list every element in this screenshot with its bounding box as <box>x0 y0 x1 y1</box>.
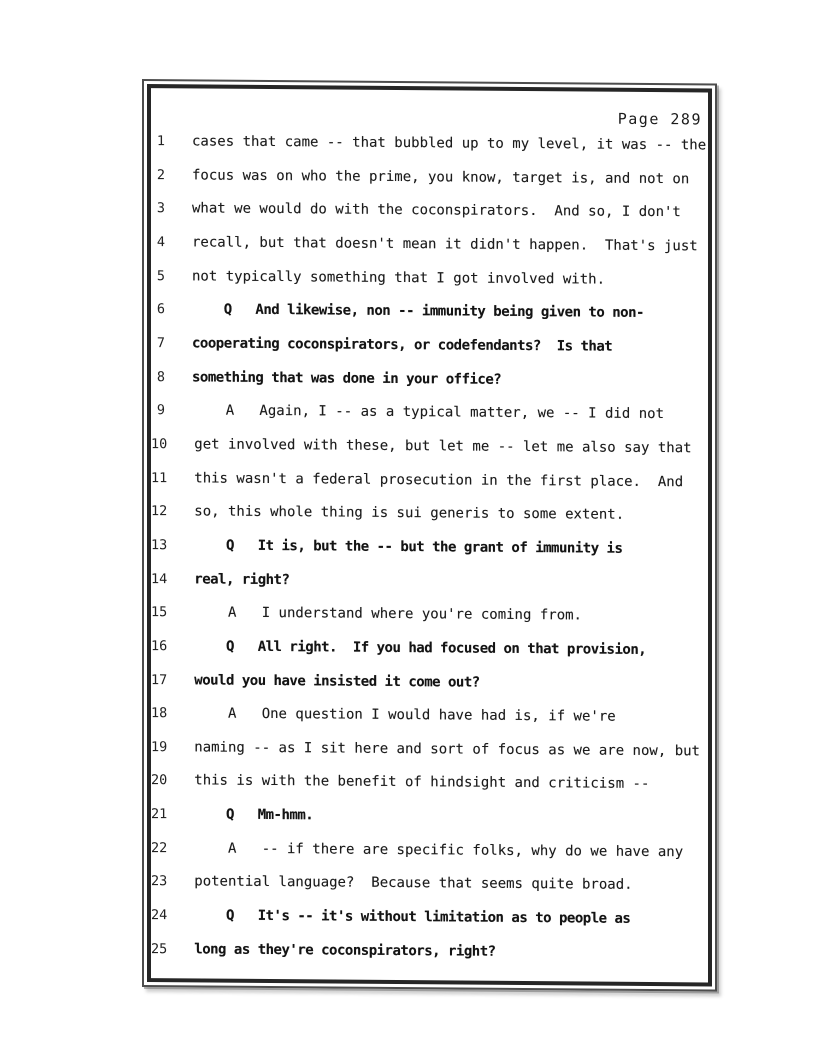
line-text-answer: recall, but that doesn't mean it didn't happen. That's just <box>192 234 698 255</box>
transcript-lines <box>151 131 708 977</box>
line-text-question: Q It's -- it's without limitation as to people as <box>194 907 631 927</box>
transcript-line <box>151 131 708 169</box>
line-number: 22 <box>151 839 168 856</box>
line-text-answer: this wasn't a federal prosecution in the first place. And <box>194 469 684 490</box>
line-number: 12 <box>151 503 168 520</box>
transcript-line <box>151 198 708 236</box>
line-text-answer: this is with the benefit of hindsight and criticism -- <box>194 772 650 793</box>
transcript-line <box>151 400 708 438</box>
transcript-line <box>151 434 708 472</box>
transcript-line <box>151 636 708 674</box>
transcript-line <box>151 535 708 573</box>
line-text-question: would you have insisted it come out? <box>194 671 480 691</box>
line-number: 10 <box>151 435 168 453</box>
transcript-line <box>151 468 708 506</box>
line-text-question: long as they're coconspirators, right? <box>194 941 496 960</box>
transcript-line <box>151 838 708 876</box>
transcript-line <box>151 569 708 607</box>
page-number-label: Page 289 <box>617 109 702 129</box>
line-number: 23 <box>151 873 168 890</box>
line-number: 18 <box>151 705 168 722</box>
line-text-answer: potential language? Because that seems quite broad. <box>194 873 633 894</box>
line-number: 3 <box>156 200 165 217</box>
transcript-line <box>151 232 708 270</box>
line-number: 20 <box>151 772 168 789</box>
line-number: 16 <box>151 637 168 655</box>
line-number: 25 <box>151 940 168 957</box>
line-text-question: Q All right. If you had focused on that provision, <box>194 638 647 658</box>
transcript-line <box>151 602 708 640</box>
transcript-page <box>147 84 712 986</box>
line-number: 7 <box>156 335 165 352</box>
line-text-answer: what we would do with the coconspirators. And so, I don't <box>192 200 681 221</box>
line-number: 24 <box>151 907 168 924</box>
transcript-page-frame <box>142 79 717 992</box>
transcript-line <box>151 501 708 539</box>
line-number: 4 <box>156 234 165 251</box>
transcript-line <box>151 703 708 741</box>
line-text-question: Q Mm-hmm. <box>194 806 314 824</box>
transcript-line <box>151 266 708 304</box>
line-text-question: something that was done in your office? <box>192 368 502 388</box>
line-text-answer: not typically something that I got involved with. <box>192 268 606 288</box>
line-text-question: real, right? <box>194 570 290 588</box>
transcript-line <box>151 299 708 337</box>
transcript-line <box>151 165 708 203</box>
line-number: 1 <box>156 133 165 150</box>
line-number: 5 <box>156 267 165 284</box>
line-text-answer: A I understand where you're coming from. <box>194 604 582 624</box>
transcript-line <box>151 872 708 910</box>
line-text-answer: A Again, I -- as a typical matter, we -- I did not <box>192 402 665 423</box>
line-text-answer: cases that came -- that bubbled up to my level, it was -- the <box>192 133 707 154</box>
transcript-line <box>151 804 708 842</box>
line-text-question: Q It is, but the -- but the grant of immunity is <box>194 537 623 557</box>
line-number: 2 <box>156 166 165 183</box>
line-number: 11 <box>151 469 168 486</box>
transcript-line <box>151 333 708 371</box>
line-text-answer: A One question I would have had is, if we're <box>194 705 616 725</box>
line-text-answer: naming -- as I sit here and sort of focus as we are now, but <box>194 739 700 760</box>
transcript-line <box>151 670 708 708</box>
line-text-answer: so, this whole thing is sui generis to some extent. <box>194 503 625 524</box>
line-text-answer: get involved with these, but let me -- let me also say that <box>194 436 692 457</box>
line-number: 15 <box>151 604 168 621</box>
line-number: 17 <box>151 671 168 688</box>
transcript-line <box>151 737 708 775</box>
line-number: 13 <box>151 536 168 554</box>
line-number: 8 <box>156 368 165 385</box>
line-text-question: cooperating coconspirators, or codefendants? Is that <box>192 335 613 355</box>
transcript-line <box>151 771 708 809</box>
line-number: 14 <box>151 570 168 587</box>
line-number: 21 <box>151 806 168 823</box>
line-number: 9 <box>156 402 165 419</box>
transcript-line <box>151 367 708 405</box>
line-number: 19 <box>151 738 168 756</box>
line-text-answer: A -- if there are specific folks, why do we have any <box>194 840 684 861</box>
line-text-answer: focus was on who the prime, you know, target is, and not on <box>192 167 690 187</box>
transcript-line <box>151 905 708 943</box>
line-number: 6 <box>156 301 165 318</box>
line-text-question: Q And likewise, non -- immunity being given to non- <box>192 301 644 322</box>
transcript-line <box>151 939 708 977</box>
